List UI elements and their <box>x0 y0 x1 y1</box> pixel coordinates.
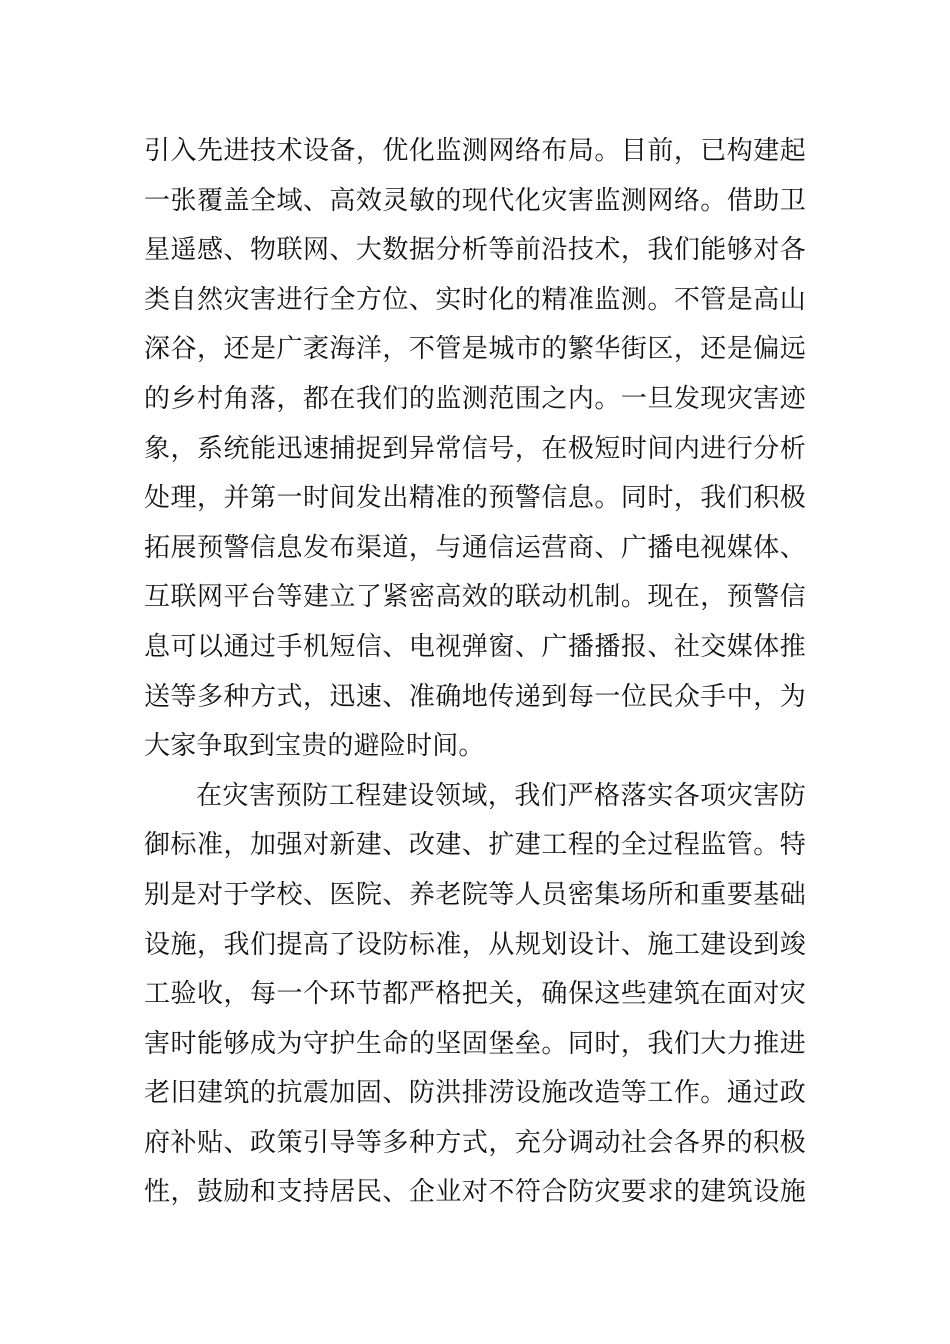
text-line: 一张覆盖全域、高效灵敏的现代化灾害监测网络。借助卫 <box>144 185 806 216</box>
paragraph-1 <box>144 127 806 772</box>
text-line: 的乡村角落，都在我们的监测范围之内。一旦发现灾害迹 <box>144 383 806 414</box>
document-body <box>144 127 806 1218</box>
paragraph-2 <box>144 772 806 1218</box>
text-line: 星遥感、物联网、大数据分析等前沿技术，我们能够对各 <box>144 235 806 266</box>
text-line: 性，鼓励和支持居民、企业对不符合防灾要求的建筑设施 <box>144 1177 806 1208</box>
text-line: 深谷，还是广袤海洋，不管是城市的繁华街区，还是偏远 <box>144 334 806 365</box>
text-line: 送等多种方式，迅速、准确地传递到每一位民众手中，为 <box>144 681 806 712</box>
text-line: 在灾害预防工程建设领域，我们严格落实各项灾害防 <box>196 780 806 811</box>
text-line: 类自然灾害进行全方位、实时化的精准监测。不管是高山 <box>144 284 806 315</box>
text-line: 府补贴、政策引导等多种方式，充分调动社会各界的积极 <box>144 1127 806 1158</box>
text-line: 御标准，加强对新建、改建、扩建工程的全过程监管。特 <box>144 830 806 861</box>
text-line: 拓展预警信息发布渠道，与通信运营商、广播电视媒体、 <box>144 532 806 563</box>
text-line: 工验收，每一个环节都严格把关，确保这些建筑在面对灾 <box>144 979 806 1010</box>
text-line: 别是对于学校、医院、养老院等人员密集场所和重要基础 <box>144 879 806 910</box>
text-line: 互联网平台等建立了紧密高效的联动机制。现在，预警信 <box>144 582 806 613</box>
text-line: 害时能够成为守护生命的坚固堡垒。同时，我们大力推进 <box>144 1028 806 1059</box>
text-line: 设施，我们提高了设防标准，从规划设计、施工建设到竣 <box>144 929 806 960</box>
text-line: 处理，并第一时间发出精准的预警信息。同时，我们积极 <box>144 483 806 514</box>
text-line: 象，系统能迅速捕捉到异常信号，在极短时间内进行分析 <box>144 433 806 464</box>
text-line: 引入先进技术设备，优化监测网络布局。目前，已构建起 <box>144 136 806 166</box>
text-line: 老旧建筑的抗震加固、防洪排涝设施改造等工作。通过政 <box>144 1078 806 1109</box>
text-line: 息可以通过手机短信、电视弹窗、广播播报、社交媒体推 <box>144 631 806 662</box>
text-line: 大家争取到宝贵的避险时间。 <box>144 731 485 762</box>
